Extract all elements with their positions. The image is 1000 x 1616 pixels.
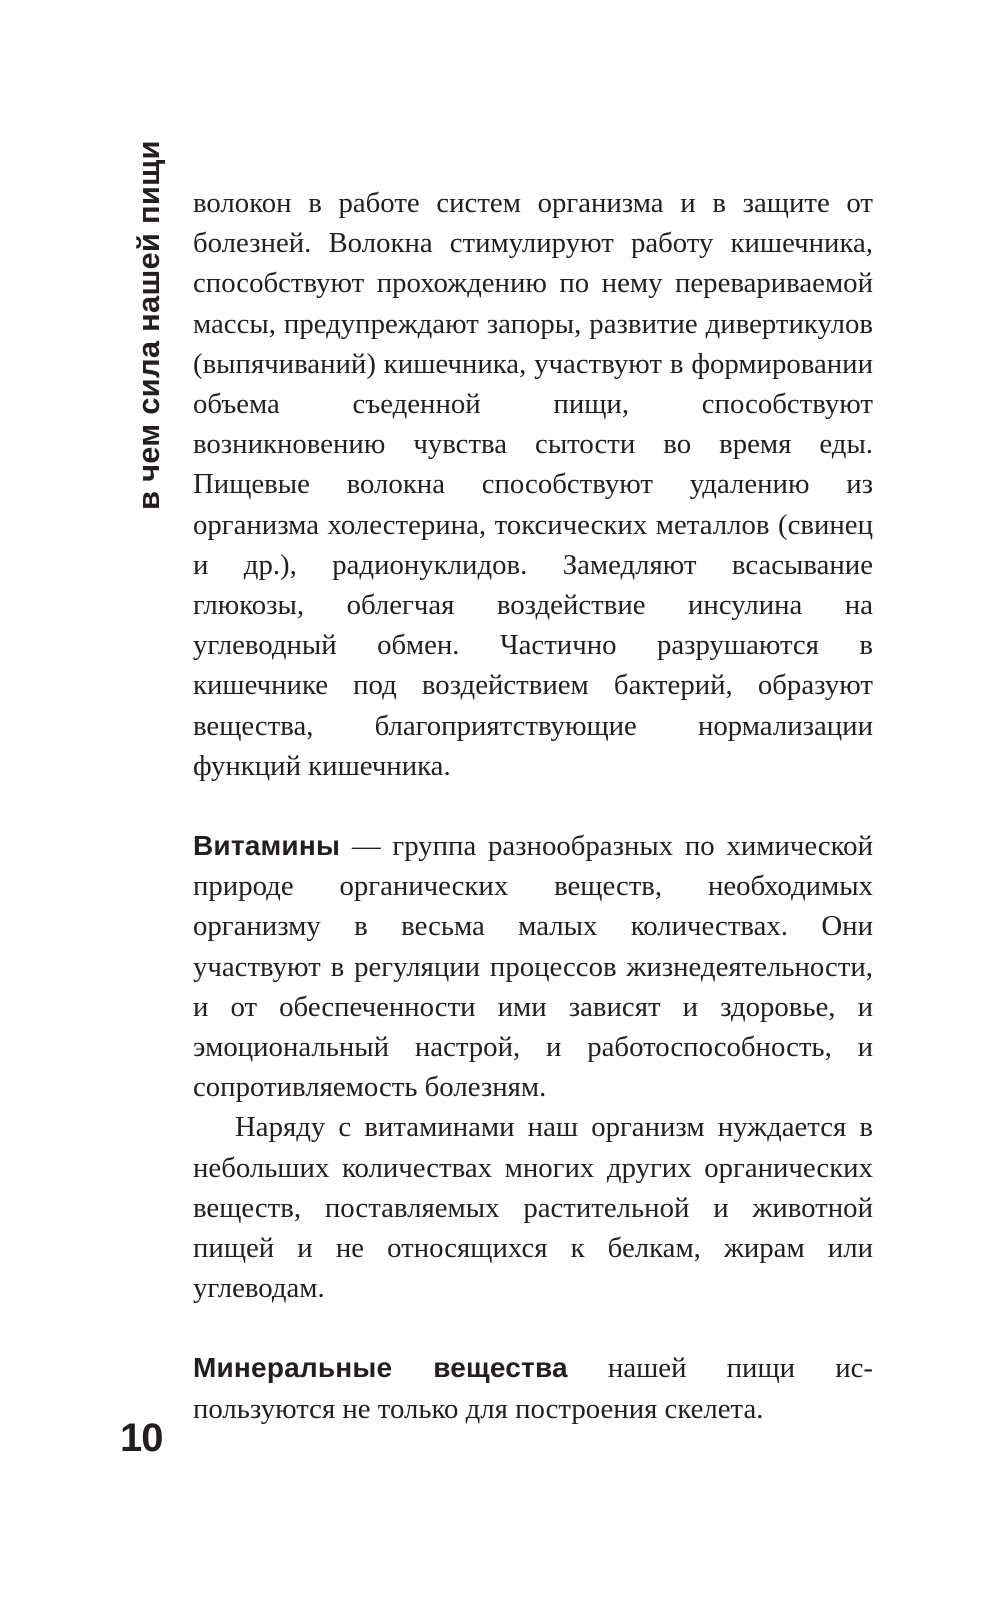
running-head: в чем сила нашей пищи bbox=[131, 140, 166, 510]
term-minerals: Минеральные вещества bbox=[193, 1352, 568, 1384]
paragraph-fibers: волокон в работе систем организма и в защите от болезней. Волокна стимулируют работу кишечника, способствуют прохождению по нему перевариваемой массы, предупреждают запоры, развитие дивертикулов (выпячиваний) кишечника, участвуют в формировании объема съеденной пищи, способствуют возникновению чувства сытости во время еды. Пищевые волокна способствуют удалению из организма холестерина, токсических металлов (свинец и др.), радионуклидов. Замедляют всасывание глюкозы, облегчая воздействие инсулина на углеводный обмен. Частично разрушаются в кишечнике под воздействием бактерий, образуют вещества, благоприятствующие нормализации функций кишечника. bbox=[193, 187, 873, 782]
body-text bbox=[193, 183, 873, 1429]
paragraph-minerals bbox=[193, 1348, 873, 1428]
paragraph-vitamins-text: — группа разнообразных по химической природе органических веществ, необходимых организму в весьма малых количествах. Они участвуют в регуляции процессов жизнедеятельности, и от обеспеченности ими зависят и здоровье, и эмоциональный настрой, и работоспособность, и сопротивляемость болезням. bbox=[193, 830, 873, 1104]
paragraph-minerals-text: нашей пищи используются не только для построения скелета. bbox=[193, 1352, 873, 1425]
term-vitamins: Витамины bbox=[193, 830, 341, 862]
paragraph-vitamins bbox=[193, 826, 873, 1107]
paragraph-other-substances: Наряду с витаминами наш организм нуждается в небольших количествах многих других органических веществ, поставляемых растительной и животной пищей и не относящихся к белкам, жирам или углеводам. bbox=[193, 1111, 873, 1305]
page-number: 10 bbox=[120, 1416, 163, 1460]
